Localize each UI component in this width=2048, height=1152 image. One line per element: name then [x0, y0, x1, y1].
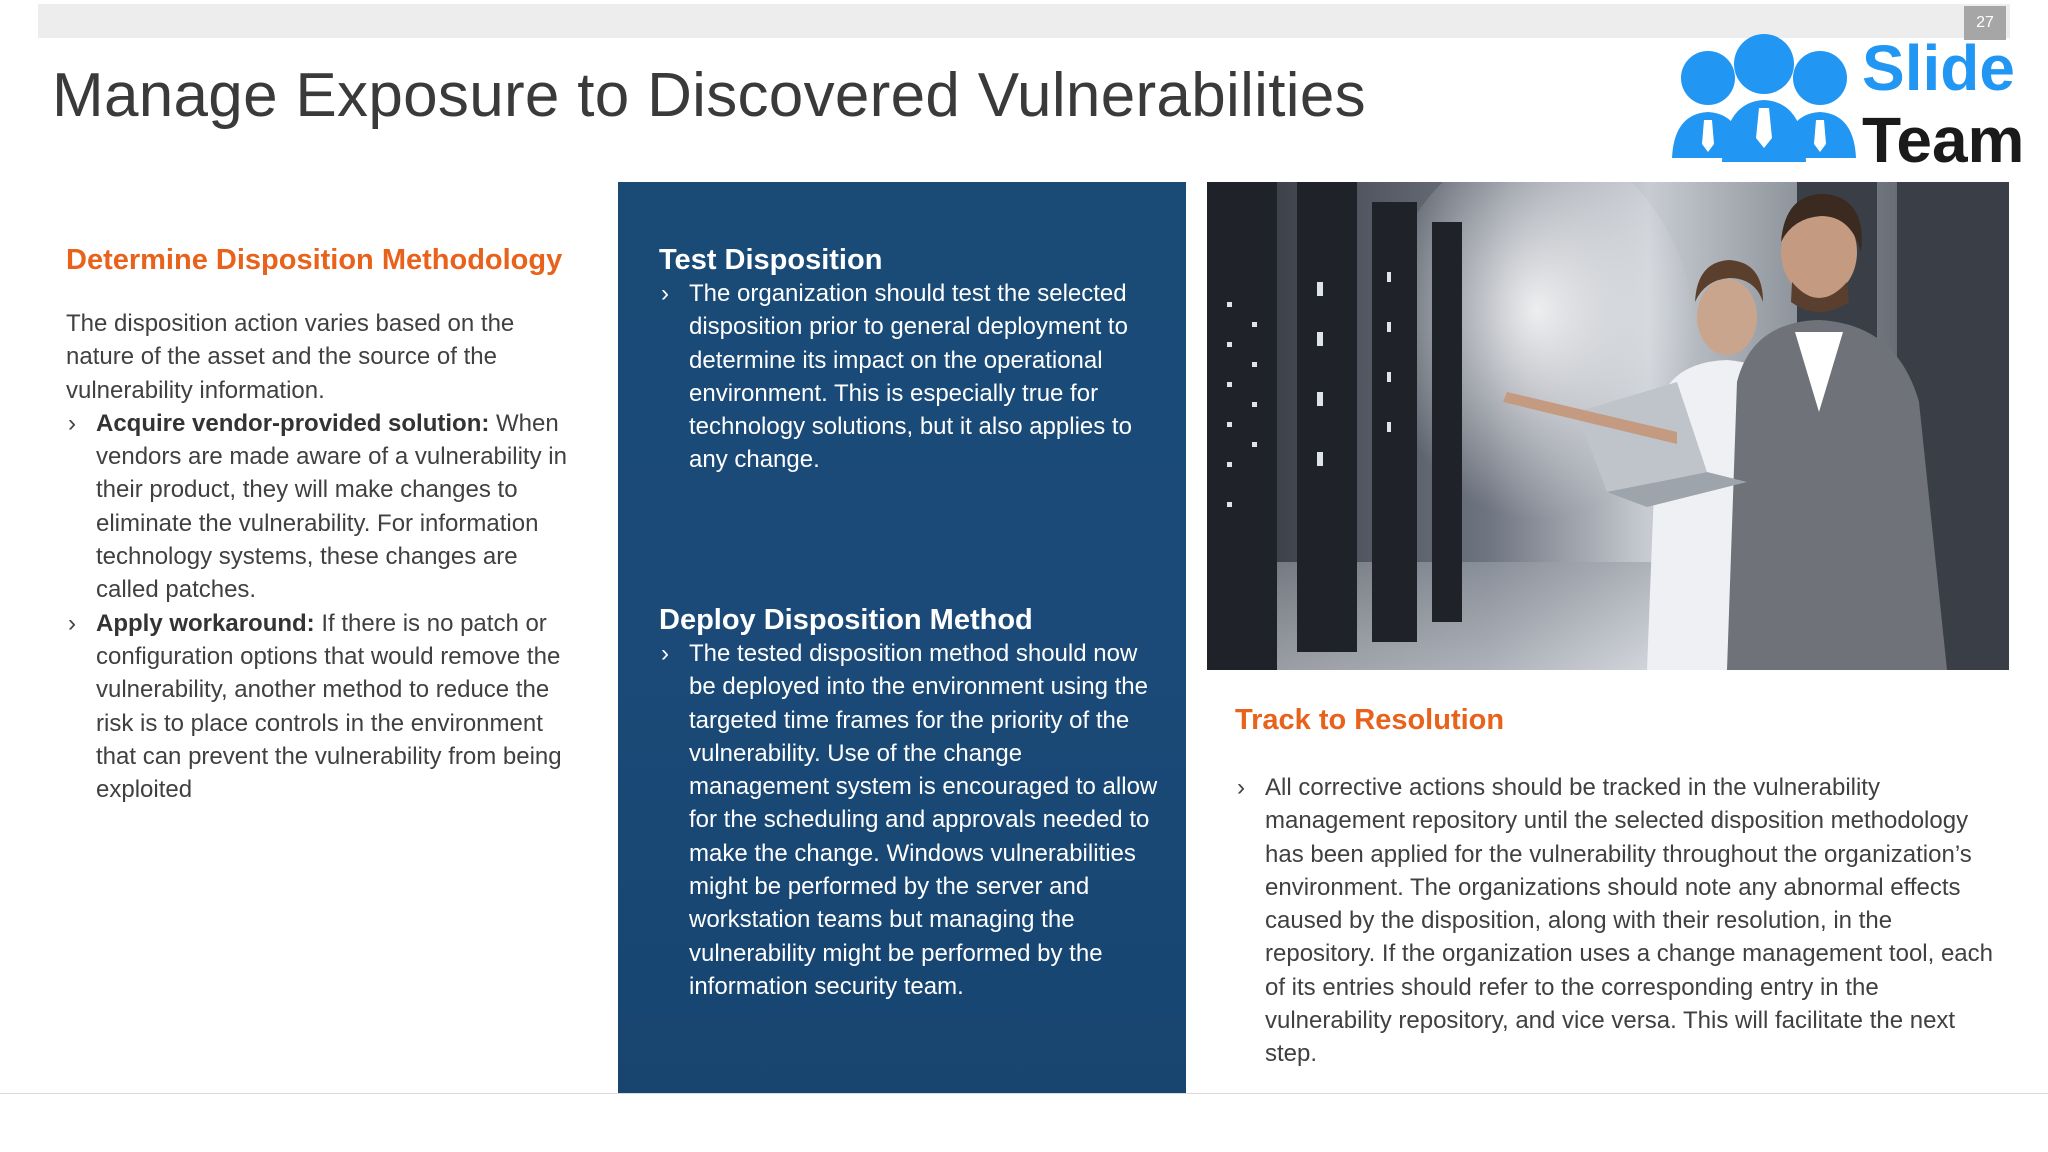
bottom-divider: [0, 1093, 2048, 1094]
right-heading: Track to Resolution: [1235, 704, 1505, 736]
logo-word-team: Team: [1862, 104, 2025, 176]
left-intro: The disposition action varies based on the nature of the asset and the source of the vulnerability information.: [66, 310, 515, 404]
deploy-disposition-heading: Deploy Disposition Method: [659, 604, 1033, 636]
chevron-right-icon: ›: [68, 609, 76, 637]
slide-number: 27: [1964, 6, 2006, 40]
bullet-text: If there is no patch or configuration options that would remove the vulnerability, another method to reduce the risk is to place controls in the environment that can prevent the vulnerability from being exploited: [96, 609, 562, 804]
bullet-lead: Acquire vendor-provided solution:: [96, 409, 490, 437]
chevron-right-icon: ›: [661, 640, 669, 667]
list-item: [66, 407, 586, 607]
left-heading: Determine Disposition Methodology: [66, 244, 563, 276]
left-bullet-list: [66, 407, 586, 807]
chevron-right-icon: ›: [661, 280, 669, 307]
test-disposition-list: [659, 277, 1159, 477]
server-room-illustration: [1207, 182, 2009, 670]
list-item: [66, 607, 586, 807]
bullet-text: The organization should test the selected disposition prior to general deployment to determine its impact on the operational environment. This is especially true for technology solutions, but it also applies to any change.: [689, 280, 1132, 474]
bullet-text: All corrective actions should be tracked in the vulnerability management repository until the selected disposition methodology has been applied for the vulnerability throughout the organization’s environment. The organizations should note any abnormal effects caused by the disposition, along with their resolution, in the repository. If the organization uses a change management tool, each of its entries should refer to the corresponding entry in the vulnerability repository, and vice versa. This will facilitate the next step.: [1265, 774, 1994, 1068]
list-item: [659, 637, 1159, 1003]
chevron-right-icon: ›: [1237, 774, 1245, 801]
deploy-disposition-list: [659, 637, 1159, 1003]
people-icon: [1664, 28, 1864, 168]
test-disposition-heading: Test Disposition: [659, 244, 883, 276]
right-column: [1235, 704, 2005, 1071]
bullet-text: The tested disposition method should now be deployed into the environment using the targeted time frames for the priority of the vulnerability. Use of the change management system is encouraged to allow for the scheduling and approvals needed to make the change. Windows vulnerabilities might be performed by the server and workstation teams but managing the vulnerability might be performed by the information security team.: [689, 640, 1158, 1000]
left-column: [66, 244, 586, 806]
slide-team-logo: [1664, 28, 2025, 176]
slide-title: Manage Exposure to Discovered Vulnerabilities: [52, 61, 1366, 130]
chevron-right-icon: ›: [68, 409, 76, 437]
server-room-photo: [1207, 182, 2009, 670]
list-item: [659, 277, 1159, 477]
bullet-lead: Apply workaround:: [96, 609, 315, 637]
bullet-text: When vendors are made aware of a vulnerability in their product, they will make changes to eliminate the vulnerability. For information technology systems, these changes are called patches.: [96, 409, 567, 604]
deploy-disposition-section: [659, 604, 1159, 1003]
right-bullet-list: [1235, 771, 2005, 1071]
list-item: [1235, 771, 2005, 1071]
middle-panel: [618, 182, 1186, 1094]
logo-word-slide: Slide: [1862, 32, 2015, 104]
test-disposition-section: [659, 244, 1159, 477]
